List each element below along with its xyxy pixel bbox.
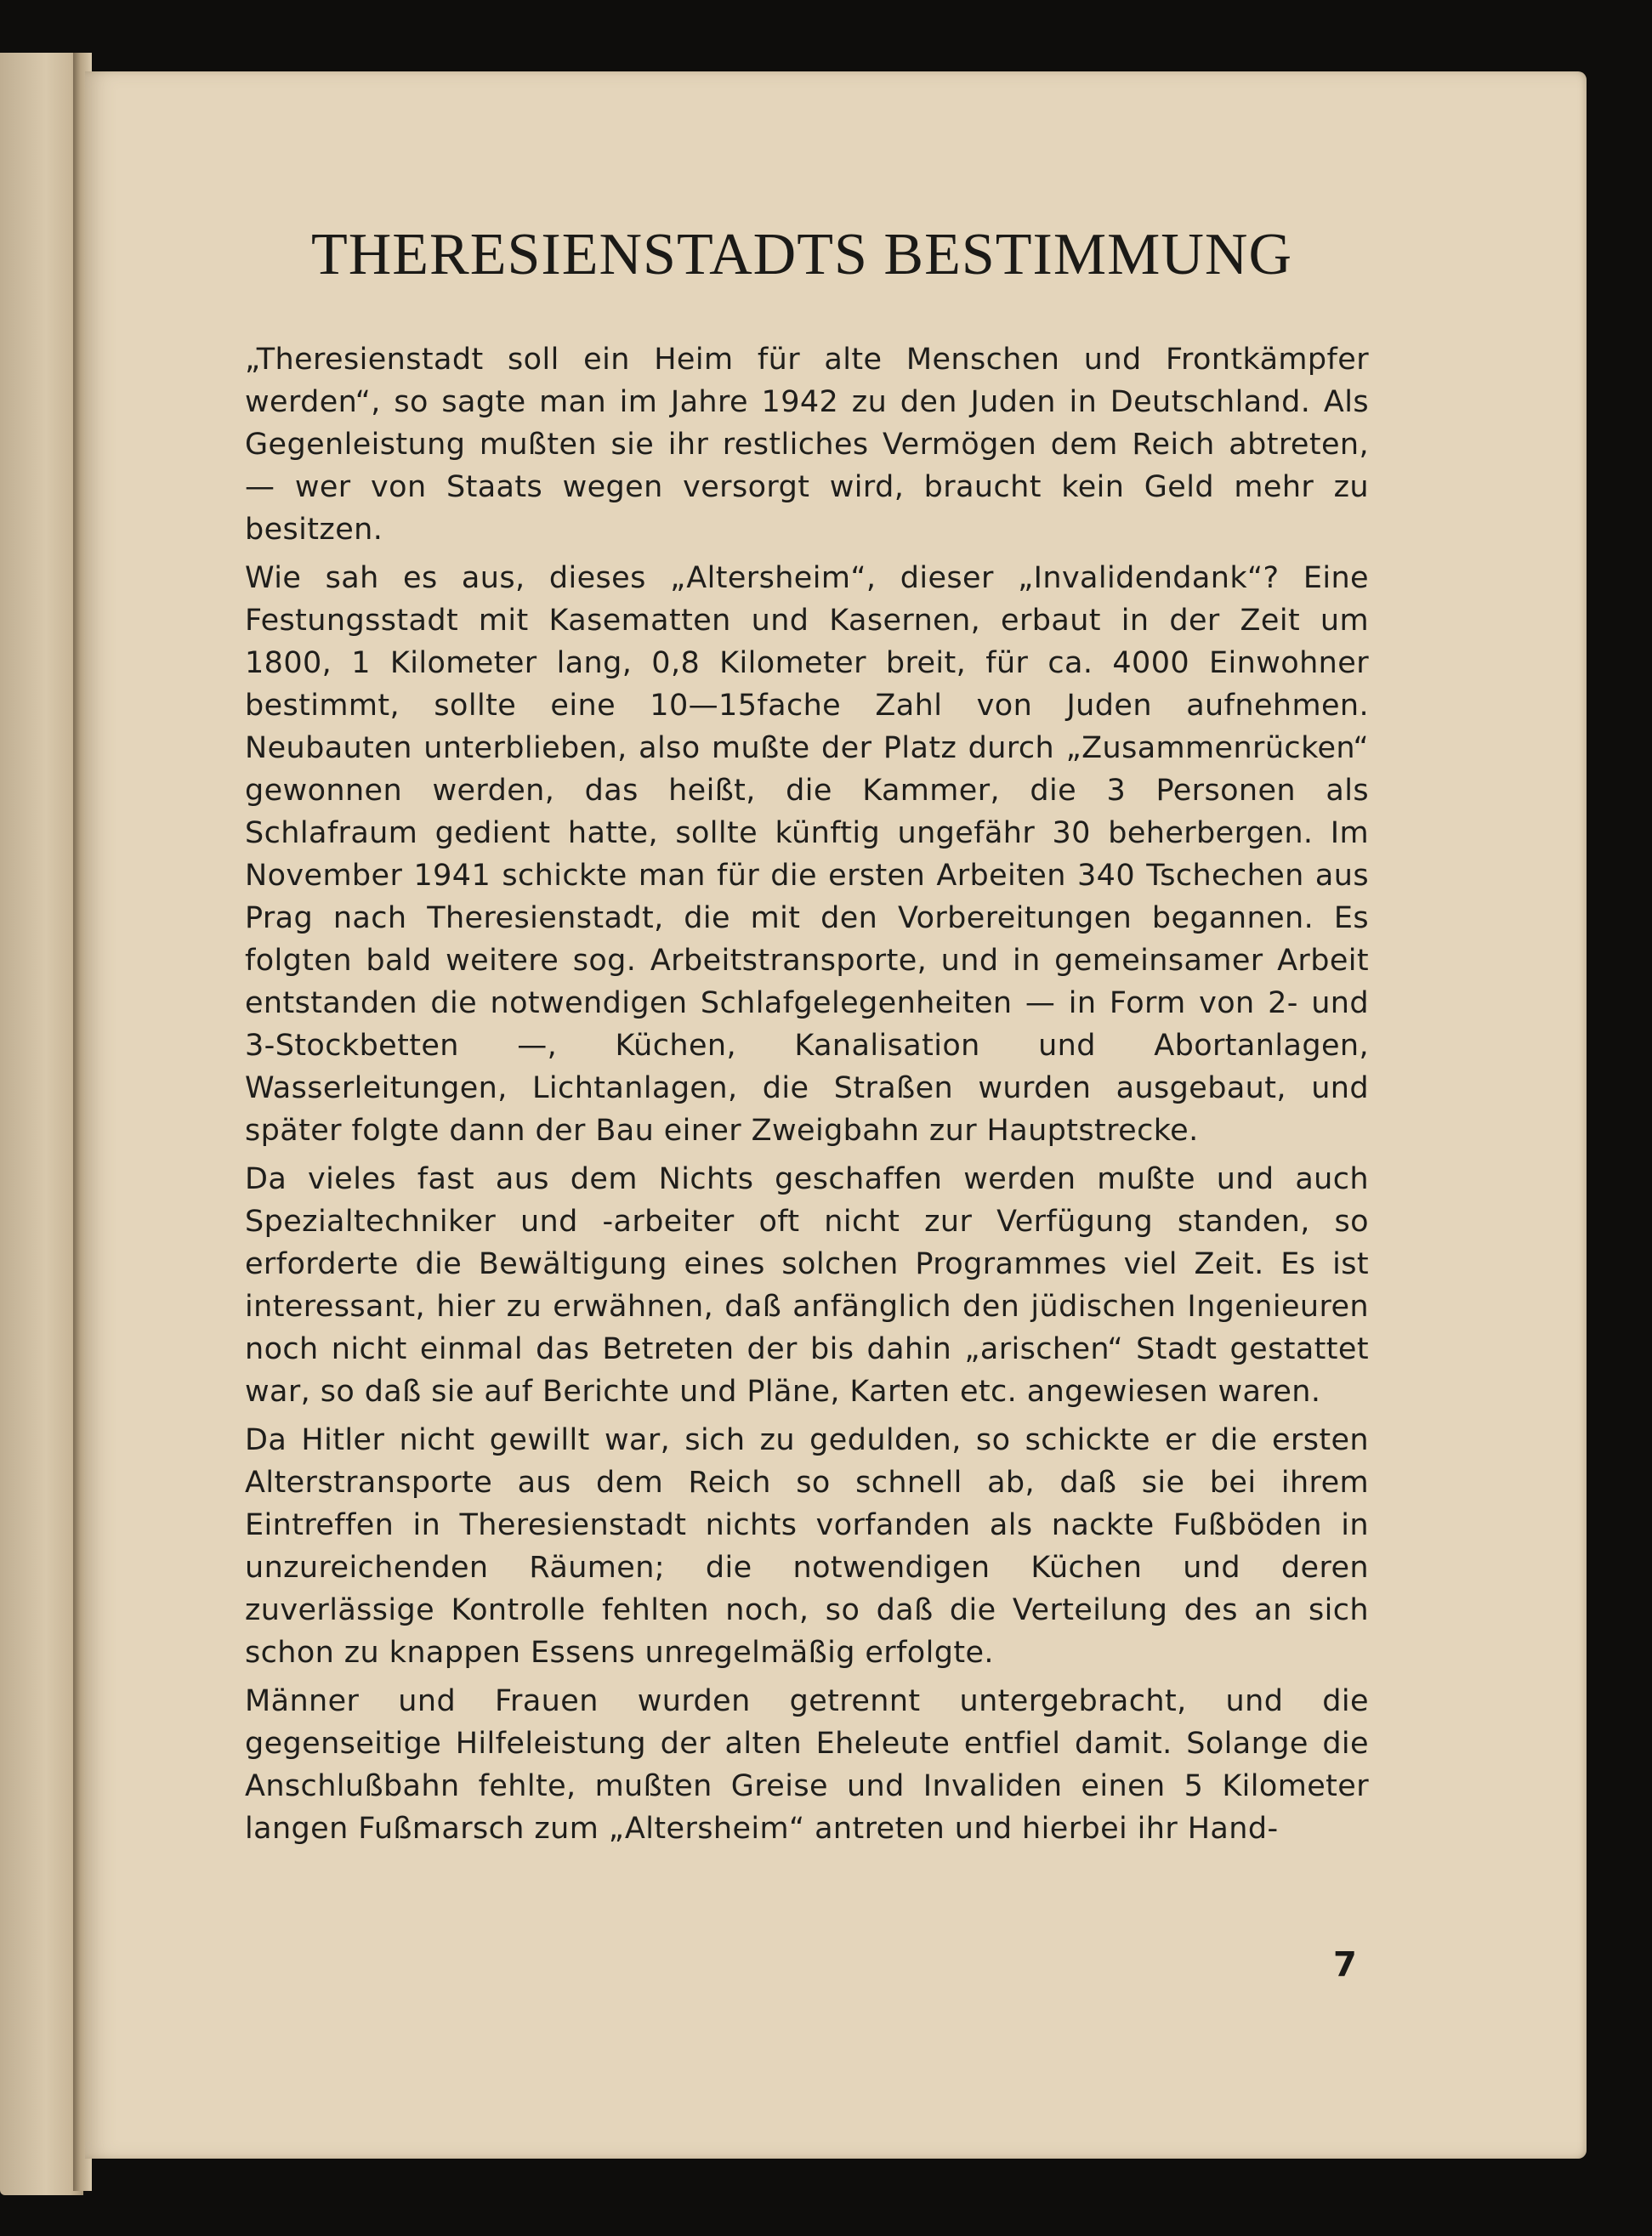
paragraph-2: Wie sah es aus, dieses „Altersheim“, dieser „Invalidendank“? Eine Festungsstadt mit Kasematten und Kasernen, erbaut in der Zeit um 1800, 1 Kilometer lang, 0,8 Kilometer breit, für ca. 4000 Einwohner bestimmt, sollte eine 10—15fache Zahl von Juden aufnehmen. Neubauten unterblieben, also mußte der Platz durch „Zusammenrücken“ gewonnen werden, das heißt, die Kammer, die 3 Personen als Schlafraum gedient hatte, sollte künftig ungefähr 30 beherbergen. Im November 1941 schickte man für die ersten Arbeiten 340 Tschechen aus Prag nach Theresienstadt, die mit den Vorbereitungen begannen. Es folgten bald weitere sog. Arbeitstransporte, und in gemeinsamer Arbeit entstanden die notwendigen Schlafgelegenheiten — in Form von 2- und 3-Stockbetten —, Küchen, Kanalisation und Abortanlagen, Wasserleitungen, Lichtanlagen, die Straßen wurden ausgebaut, und später folgte dann der Bau einer Zweigbahn zur Hauptstrecke. (245, 561, 1369, 1148)
page-title: THERESIENSTADTS BESTIMMUNG (310, 222, 1293, 287)
page-number: 7 (1333, 1945, 1357, 1984)
paragraph-3: Da vieles fast aus dem Nichts geschaffen werden mußte und auch Spezialtechniker und -arbeiter oft nicht zur Verfügung standen, so erforderte die Bewältigung eines solchen Programmes viel Zeit. Es ist interessant, hier zu erwähnen, daß anfänglich den jüdischen Ingenieuren noch nicht einmal das Betreten der bis dahin „arischen“ Stadt gestattet war, so daß sie auf Berichte und Pläne, Karten etc. angewiesen waren. (245, 1162, 1369, 1409)
paragraph-5: Männer und Frauen wurden getrennt untergebracht, und die gegenseitige Hilfeleistung der alten Eheleute entfiel damit. Solange die Anschlußbahn fehlte, mußten Greise und Invaliden einen 5 Kilometer langen Fußmarsch zum „Altersheim“ antreten und hierbei ihr Hand- (245, 1684, 1369, 1846)
left-page-edge (0, 53, 83, 2195)
paragraph-1: „Theresienstadt soll ein Heim für alte Menschen und Frontkämpfer werden“, so sagte man im Jahre 1942 zu den Juden in Deutschland. Als Gegenleistung mußten sie ihr restliches Vermögen dem Reich abtreten, — wer von Staats wegen versorgt wird, braucht kein Geld mehr zu besitzen. (245, 343, 1369, 547)
body-text (245, 338, 1369, 1856)
paragraph-4: Da Hitler nicht gewillt war, sich zu gedulden, so schickte er die ersten Alterstransporte aus dem Reich so schnell ab, daß sie bei ihrem Eintreffen in Theresienstadt nichts vorfanden als nackte Fußböden in unzureichenden Räumen; die notwendigen Küchen und deren zuverlässige Kontrolle fehlten noch, so daß die Verteilung des an sich schon zu knappen Essens unregelmäßig erfolgte. (245, 1423, 1369, 1670)
